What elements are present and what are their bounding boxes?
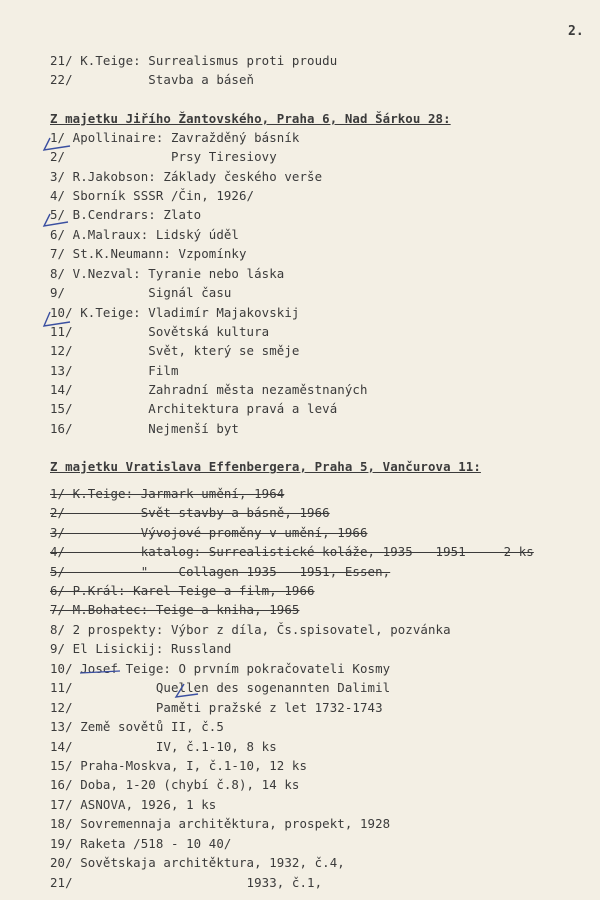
list-item: 5/ B.Cendrars: Zlato [50, 207, 202, 222]
struck-list-item: 7/ M.Bohatec: Teige a kniha, 1965 [50, 602, 300, 617]
list-item: 18/ Sovremennaja architěktura, prospekt, 1928 [50, 816, 391, 831]
list-item: 9/ Signál času [50, 285, 232, 300]
section-heading: Z majetku Jiřího Žantovského, Praha 6, Nad Šárkou 28: [50, 111, 451, 126]
section-heading: Z majetku Vratislava Effenbergera, Praha 5, Vančurova 11: [50, 459, 481, 474]
list-item: 21/ K.Teige: Surrealismus proti proudu [50, 53, 338, 68]
struck-list-item: 5/ " Collagen 1935 - 1951, Essen, [50, 564, 391, 579]
check-mark-5 [44, 214, 68, 226]
list-item: 11/ Quellen des sogenannten Dalimil [50, 680, 391, 695]
underline-josef [80, 671, 120, 673]
struck-list-item: 3/ Vývojové proměny v umění, 1966 [50, 525, 368, 540]
list-item: 12/ Paměti pražské z let 1732-1743 [50, 700, 383, 715]
list-item: 14/ Zahradní města nezaměstnaných [50, 382, 368, 397]
list-item: 7/ St.K.Neumann: Vzpomínky [50, 246, 247, 261]
list-item: 16/ Doba, 1-20 (chybí č.8), 14 ks [50, 777, 300, 792]
list-item: 14/ IV, č.1-10, 8 ks [50, 739, 277, 754]
check-mark-1 [44, 138, 70, 150]
list-item: 19/ Raketa /518 - 10 40/ [50, 836, 232, 851]
list-item: 4/ Sborník SSSR /Čin, 1926/ [50, 188, 255, 203]
check-mark-quellen [176, 684, 198, 697]
list-item: 9/ El Lisickij: Russland [50, 641, 232, 656]
list-item: 22/ Stavba a báseň [50, 72, 255, 87]
list-item: 10/ Josef Teige: O prvním pokračovateli Kosmy [50, 661, 391, 676]
list-item: 13/ Film [50, 363, 179, 378]
list-item: 2/ Prsy Tiresiovy [50, 149, 277, 164]
struck-list-item: 4/ katalog: Surrealistické koláže, 1935 - 1951 2 ks [50, 544, 534, 559]
list-item: 21/ 1933, č.1, [50, 875, 323, 890]
list-item: 3/ R.Jakobson: Základy českého verše [50, 169, 323, 184]
list-item: 6/ A.Malraux: Lidský úděl [50, 227, 239, 242]
list-item: 8/ 2 prospekty: Výbor z díla, Čs.spisovatel, pozvánka [50, 622, 451, 637]
list-item: 16/ Nejmenší byt [50, 421, 239, 436]
list-item: 20/ Sovětskaja architěktura, 1932, č.4, [50, 855, 345, 870]
list-item: 13/ Země sovětů II, č.5 [50, 719, 224, 734]
list-item: 11/ Sovětská kultura [50, 324, 270, 339]
list-item: 15/ Architektura pravá a levá [50, 401, 338, 416]
struck-list-item: 6/ P.Král: Karel Teige a film, 1966 [50, 583, 315, 598]
list-item: 15/ Praha-Moskva, I, č.1-10, 12 ks [50, 758, 308, 773]
struck-list-item: 1/ K.Teige: Jarmark umění, 1964 [50, 486, 285, 501]
list-item: 10/ K.Teige: Vladimír Majakovskij [50, 305, 300, 320]
list-item: 17/ ASNOVA, 1926, 1 ks [50, 797, 217, 812]
list-item: 1/ Apollinaire: Zavražděný básník [50, 130, 300, 145]
list-item: 8/ V.Nezval: Tyranie nebo láska [50, 266, 285, 281]
check-mark-10 [44, 312, 70, 326]
list-item: 12/ Svět, který se směje [50, 343, 300, 358]
struck-list-item: 2/ Svět stavby a básně, 1966 [50, 505, 330, 520]
page-number: 2. [568, 24, 584, 39]
